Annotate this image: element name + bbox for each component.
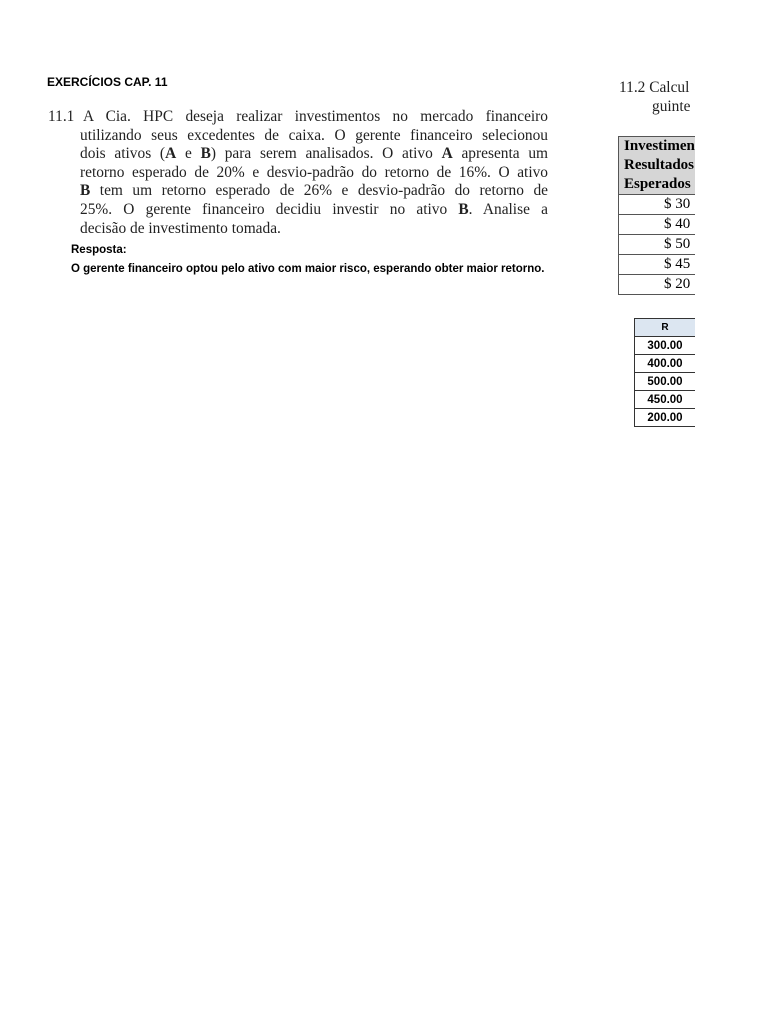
question-line: 11.2 Calcul xyxy=(619,79,690,96)
question-11-1 xyxy=(48,108,548,238)
question-line: 25%. O gerente financeiro decidiu investir no ativo B. Analise a xyxy=(80,200,548,218)
returns-table xyxy=(634,318,695,427)
right-column-clip xyxy=(600,60,695,440)
answer-label: Resposta: xyxy=(71,244,127,256)
question-line: dois ativos (A e B) para serem analisados. O ativo A apresenta um xyxy=(80,145,549,163)
table-cell: 400.00 xyxy=(635,355,696,373)
table-cell: 200.00 xyxy=(635,409,696,427)
table-cell: 300.00 xyxy=(635,337,696,355)
question-line: retorno esperado de 20% e desvio-padrão do retorno de 16%. O ativo xyxy=(80,163,548,181)
table-header: Esperados xyxy=(619,175,696,195)
table-cell: $ 20 xyxy=(619,275,696,295)
page-title: EXERCÍCIOS CAP. 11 xyxy=(47,75,168,89)
table-cell: 500.00 xyxy=(635,373,696,391)
table-header: R xyxy=(635,319,696,337)
question-line: decisão de investimento tomada. xyxy=(80,219,281,237)
table-header: Resultados xyxy=(619,156,696,175)
table-cell: $ 30 xyxy=(619,195,696,215)
table-cell: $ 50 xyxy=(619,235,696,255)
table-cell: $ 40 xyxy=(619,215,696,235)
question-line: utilizando seus excedentes de caixa. O gerente financeiro selecionou xyxy=(80,126,548,144)
answer-text: O gerente financeiro optou pelo ativo com maior risco, esperando obter maior retorno. xyxy=(71,263,545,275)
table-header: Investimen xyxy=(619,137,696,157)
investment-table xyxy=(618,136,695,295)
question-line: A Cia. HPC deseja realizar investimentos no mercado financeiro xyxy=(83,108,548,125)
question-line: B tem um retorno esperado de 26% e desvio-padrão do retorno de xyxy=(80,182,548,200)
table-cell: $ 45 xyxy=(619,255,696,275)
question-line: guinte xyxy=(652,98,691,115)
table-cell: 450.00 xyxy=(635,391,696,409)
question-number: 11.1 xyxy=(48,108,75,125)
